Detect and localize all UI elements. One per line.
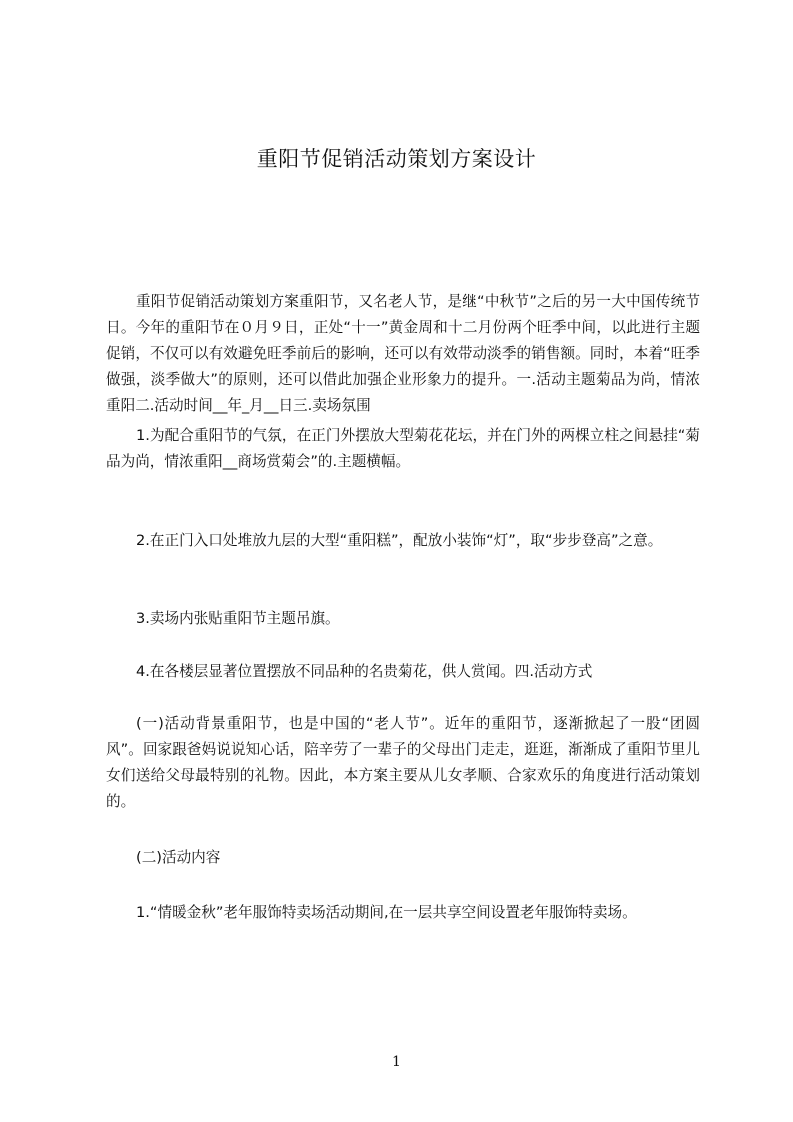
paragraph-activity-content-heading: (二)活动内容 [136,849,221,866]
paragraph-activity-background: (一)活动背景重阳节，也是中国的“老人节”。近年的重阳节，逐渐掀起了一股“团圆风”。回家跟爸妈说说知心话，陪辛劳了一辈子的父母出门走走，逛逛，渐渐成了重阳节里儿女们送给父母最特别的礼物。因此，本方案主要从儿女孝顺、合家欢乐的角度进行活动策划的。 [106,715,700,810]
document-title: 重阳节促销活动策划方案设计 [256,147,537,171]
paragraph-atmosphere-4: 4.在各楼层显著位置摆放不同品种的名贵菊花，供人赏闻。四.活动方式 [136,663,593,680]
paragraph-intro: 重阳节促销活动策划方案重阳节，又名老人节，是继“中秋节”之后的另一大中国传统节日。今年的重阳节在０月９日，正处“十一”黄金周和十二月份两个旺季中间，以此进行主题促销，不仅可以有效避免旺季前后的影响，还可以有效带动淡季的销售额。同时，本着“旺季做强，淡季做大”的原则，还可以借此加强企业形象力的提升。一.活动主题菊品为尚，情浓重阳二.活动时间__年_月__日三.卖场氛围 [106,293,700,414]
page-number: 1 [392,1054,401,1070]
paragraph-atmosphere-2: 2.在正门入口处堆放九层的大型“重阳糕”，配放小装饰“灯”，取“步步登高”之意。 [136,532,663,549]
paragraph-atmosphere-1: 1.为配合重阳节的气氛，在正门外摆放大型菊花花坛，并在门外的两棵立柱之间悬挂“菊品为尚，情浓重阳__商场赏菊会”的.主题横幅。 [106,427,700,470]
paragraph-atmosphere-3: 3.卖场内张贴重阳节主题吊旗。 [136,610,340,627]
paragraph-activity-content-1: 1.“情暖金秋”老年服饰特卖场活动期间,在一层共享空间设置老年服饰特卖场。 [136,904,637,921]
